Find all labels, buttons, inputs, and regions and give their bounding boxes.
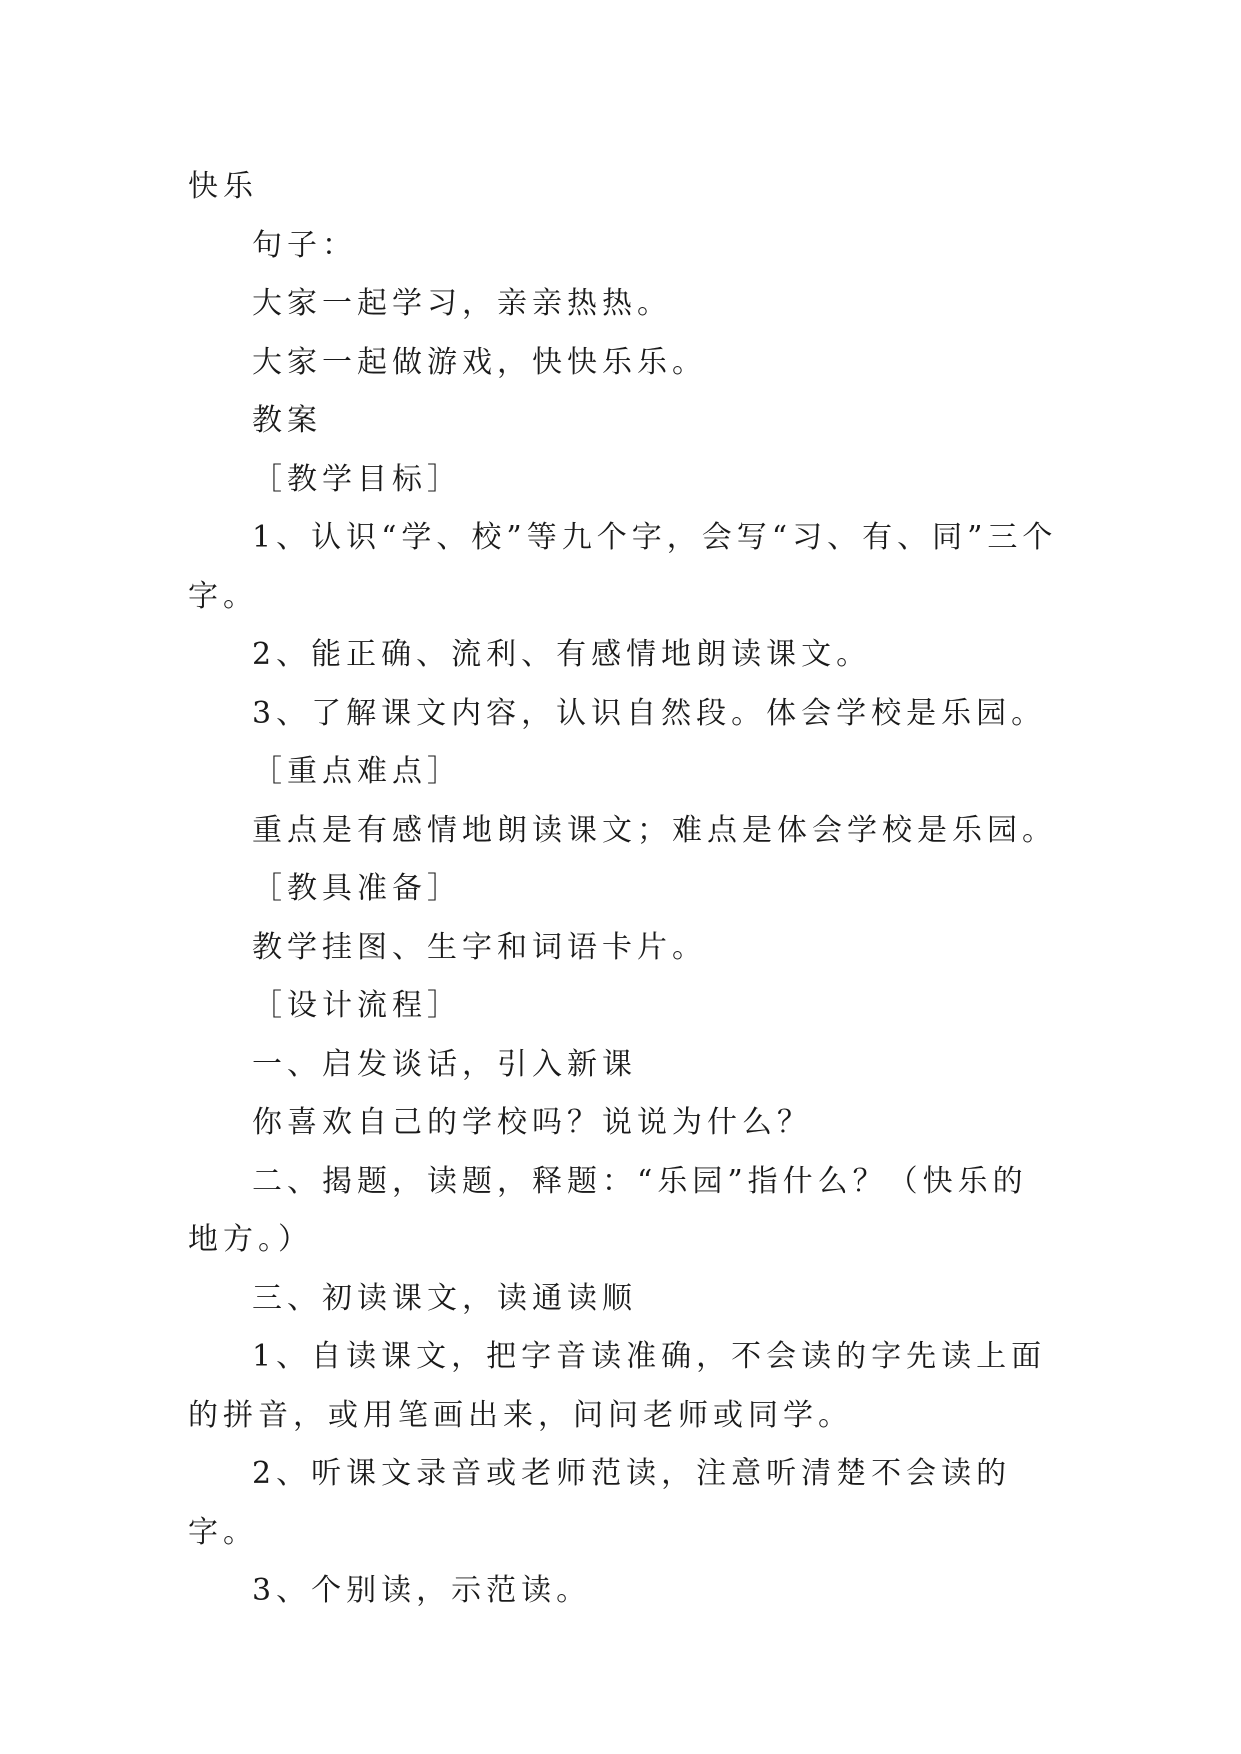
flow-step-1: 一、启发谈话，引入新课 xyxy=(252,1046,637,1082)
goal-item-2: 2、能正确、流利、有感情地朗读课文。 xyxy=(252,637,872,672)
flow-step-3-item-2: 2、听课文录音或老师范读，注意听清楚不会读的字。 xyxy=(188,1456,1012,1550)
goal-item-1: 1、认识“学、校”等九个字，会写“习、有、同”三个字。 xyxy=(188,520,1058,614)
key-points-text: 重点是有感情地朗读课文；难点是体会学校是乐园。 xyxy=(252,812,1057,848)
section-materials: ［教具准备］ xyxy=(252,871,462,906)
materials-text: 教学挂图、生字和词语卡片。 xyxy=(252,929,707,965)
flow-step-3-item-3: 3、个别读，示范读。 xyxy=(252,1573,592,1608)
goal-item-3: 3、了解课文内容，认识自然段。体会学校是乐园。 xyxy=(252,695,1047,731)
flow-step-2: 二、揭题，读题，释题：“乐园”指什么？（快乐的地方。） xyxy=(188,1163,1028,1257)
document-body xyxy=(188,158,1058,1621)
paragraph-lesson-plan-heading: 教案 xyxy=(252,403,322,438)
paragraph-sentence-2: 大家一起做游戏，快快乐乐。 xyxy=(252,344,707,380)
paragraph-title-fragment: 快乐 xyxy=(188,169,258,204)
flow-step-3-item-1: 1、自读课文，把字音读准确，不会读的字先读上面的拼音，或用笔画出来，问问老师或同学。 xyxy=(188,1339,1047,1433)
flow-step-3: 三、初读课文，读通读顺 xyxy=(252,1280,637,1316)
section-key-points: ［重点难点］ xyxy=(252,754,462,789)
section-design-flow: ［设计流程］ xyxy=(252,988,462,1023)
paragraph-sentence-heading: 句子： xyxy=(252,227,357,263)
flow-step-1-question: 你喜欢自己的学校吗？说说为什么？ xyxy=(252,1105,812,1140)
section-teaching-goals: ［教学目标］ xyxy=(252,461,462,497)
paragraph-sentence-1: 大家一起学习，亲亲热热。 xyxy=(252,286,672,321)
